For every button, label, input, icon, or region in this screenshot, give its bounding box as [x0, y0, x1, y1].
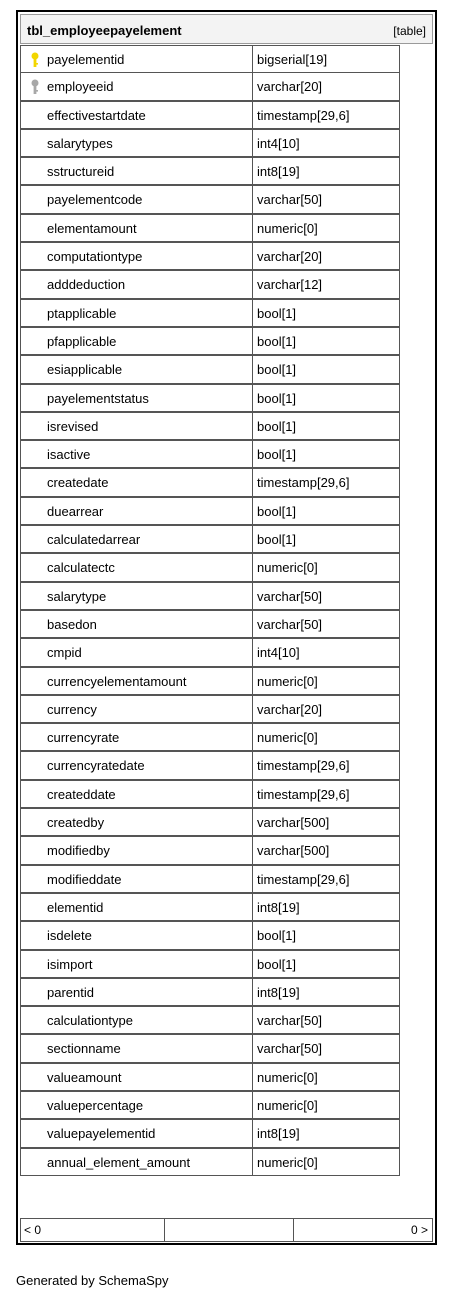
column-name — [20, 723, 253, 751]
column-name-text: salarytypes — [47, 135, 113, 151]
column-name — [20, 1119, 253, 1147]
foreign-key-icon — [29, 79, 41, 95]
column-name — [20, 1034, 253, 1062]
column-name — [20, 185, 253, 213]
column-name-text: calculationtype — [47, 1013, 133, 1029]
column-name — [20, 299, 253, 327]
column-row — [20, 1149, 401, 1177]
column-type: int4[10] — [252, 638, 400, 666]
column-row — [20, 1007, 401, 1035]
column-row — [20, 809, 401, 837]
column-type: numeric[0] — [252, 723, 400, 751]
column-type: varchar[12] — [252, 270, 400, 298]
column-row — [20, 696, 401, 724]
column-name — [20, 1148, 253, 1176]
column-type: timestamp[29,6] — [252, 468, 400, 496]
column-row — [20, 158, 401, 186]
column-name-text: duearrear — [47, 503, 104, 519]
column-name — [20, 101, 253, 129]
column-name-text: basedon — [47, 616, 97, 632]
column-row — [20, 752, 401, 780]
column-name-text: modifiedby — [47, 843, 110, 859]
column-type: bool[1] — [252, 327, 400, 355]
column-name — [20, 1063, 253, 1091]
column-type: varchar[50] — [252, 1034, 400, 1062]
column-row — [20, 668, 401, 696]
column-name — [20, 667, 253, 695]
column-type: bool[1] — [252, 921, 400, 949]
column-name-text: createdby — [47, 815, 105, 831]
column-type: bool[1] — [252, 412, 400, 440]
column-row — [20, 1035, 401, 1063]
column-name-text: currencyrate — [47, 730, 120, 746]
column-type: numeric[0] — [252, 1148, 400, 1176]
column-name-text: payelementstatus — [47, 390, 149, 406]
column-row — [20, 215, 401, 243]
column-name — [20, 270, 253, 298]
column-row — [20, 413, 401, 441]
column-name — [20, 355, 253, 383]
column-row — [20, 328, 401, 356]
column-type: numeric[0] — [252, 1063, 400, 1091]
column-type: timestamp[29,6] — [252, 101, 400, 129]
column-name — [20, 865, 253, 893]
column-row — [20, 130, 401, 158]
column-name-text: elementamount — [47, 220, 137, 236]
column-type: bigserial[19] — [252, 45, 400, 73]
column-name-text: effectivestartdate — [47, 107, 146, 123]
column-type: bool[1] — [252, 440, 400, 468]
column-type: int8[19] — [252, 1119, 400, 1147]
column-name-text: elementid — [47, 899, 104, 915]
table-type-label: [table] — [393, 24, 426, 38]
column-name-text: adddeduction — [47, 277, 126, 293]
column-row — [20, 526, 401, 554]
column-name-text: sstructureid — [47, 164, 115, 180]
column-name — [20, 1091, 253, 1119]
column-name-text: pfapplicable — [47, 333, 117, 349]
column-name-text: salarytype — [47, 588, 107, 604]
column-name-text: esiapplicable — [47, 362, 123, 378]
column-name-text: cmpid — [47, 645, 82, 661]
column-type: varchar[20] — [252, 242, 400, 270]
column-name-text: currency — [47, 701, 97, 717]
column-type: varchar[20] — [252, 695, 400, 723]
table-node[interactable] — [16, 10, 437, 1245]
column-name-text: ptapplicable — [47, 305, 117, 321]
column-type: varchar[50] — [252, 185, 400, 213]
column-name-text: valuepayelementid — [47, 1126, 156, 1142]
column-name-text: calculatectc — [47, 560, 115, 576]
column-row — [20, 300, 401, 328]
column-name — [20, 893, 253, 921]
table-name: tbl_employeepayelement — [27, 23, 182, 38]
column-name-text: employeeid — [47, 79, 114, 95]
column-row — [20, 1120, 401, 1148]
column-name-text: payelementcode — [47, 192, 143, 208]
column-type: bool[1] — [252, 525, 400, 553]
column-row — [20, 385, 401, 413]
column-type: int8[19] — [252, 157, 400, 185]
column-row — [20, 1092, 401, 1120]
column-name — [20, 157, 253, 185]
column-type: bool[1] — [252, 355, 400, 383]
column-name — [20, 214, 253, 242]
generated-by-label: Generated by SchemaSpy — [16, 1273, 169, 1288]
column-name-text: isrevised — [47, 418, 99, 434]
column-row — [20, 73, 401, 101]
column-name — [20, 45, 253, 73]
column-name — [20, 950, 253, 978]
column-type: int8[19] — [252, 978, 400, 1006]
column-row — [20, 554, 401, 582]
column-name — [20, 129, 253, 157]
column-type: numeric[0] — [252, 667, 400, 695]
column-name-text: isactive — [47, 447, 91, 463]
column-row — [20, 894, 401, 922]
column-name-text: currencyratedate — [47, 758, 145, 774]
column-row — [20, 102, 401, 130]
column-type: varchar[500] — [252, 808, 400, 836]
column-row — [20, 1064, 401, 1092]
column-type: int4[10] — [252, 129, 400, 157]
column-name — [20, 412, 253, 440]
column-type: varchar[20] — [252, 72, 400, 100]
column-type: int8[19] — [252, 893, 400, 921]
column-name — [20, 525, 253, 553]
column-type: numeric[0] — [252, 553, 400, 581]
column-type: varchar[50] — [252, 610, 400, 638]
column-name — [20, 497, 253, 525]
column-row — [20, 866, 401, 894]
column-name-text: annual_element_amount — [47, 1154, 191, 1170]
column-name — [20, 695, 253, 723]
column-row — [20, 979, 401, 1007]
column-name — [20, 921, 253, 949]
column-type: bool[1] — [252, 497, 400, 525]
column-type: bool[1] — [252, 299, 400, 327]
column-type: numeric[0] — [252, 214, 400, 242]
column-name — [20, 1006, 253, 1034]
table-footer — [20, 1218, 433, 1242]
column-row — [20, 639, 401, 667]
column-row — [20, 441, 401, 469]
column-name — [20, 468, 253, 496]
column-type: timestamp[29,6] — [252, 865, 400, 893]
column-name — [20, 751, 253, 779]
column-name-text: payelementid — [47, 52, 125, 67]
column-row — [20, 186, 401, 214]
column-name-text: sectionname — [47, 1041, 121, 1057]
column-name — [20, 610, 253, 638]
column-row — [20, 781, 401, 809]
column-name-text: isimport — [47, 956, 93, 972]
column-name-text: modifieddate — [47, 871, 122, 887]
primary-key-icon — [29, 52, 41, 68]
column-row — [20, 951, 401, 979]
footer-spacer — [164, 1218, 294, 1242]
column-name — [20, 836, 253, 864]
column-name-text: computationtype — [47, 249, 143, 265]
column-name — [20, 327, 253, 355]
column-name-text: createddate — [47, 786, 116, 802]
column-name — [20, 242, 253, 270]
column-type: bool[1] — [252, 384, 400, 412]
column-row — [20, 922, 401, 950]
column-name-text: valueamount — [47, 1069, 122, 1085]
parent-count: < 0 — [20, 1218, 165, 1242]
column-name-text: createdate — [47, 475, 109, 491]
column-row — [20, 498, 401, 526]
columns-grid — [20, 45, 401, 1177]
column-name-text: parentid — [47, 984, 94, 1000]
column-row — [20, 45, 401, 73]
column-row — [20, 356, 401, 384]
column-row — [20, 243, 401, 271]
column-row — [20, 271, 401, 299]
column-name-text: currencyelementamount — [47, 673, 187, 689]
column-type: varchar[500] — [252, 836, 400, 864]
column-name-text: isdelete — [47, 928, 92, 944]
column-type: numeric[0] — [252, 1091, 400, 1119]
child-count: 0 > — [293, 1218, 433, 1242]
column-type: timestamp[29,6] — [252, 780, 400, 808]
column-name — [20, 808, 253, 836]
column-name — [20, 978, 253, 1006]
column-row — [20, 837, 401, 865]
column-name — [20, 780, 253, 808]
table-header — [20, 14, 433, 44]
column-name — [20, 638, 253, 666]
column-type: varchar[50] — [252, 1006, 400, 1034]
column-row — [20, 583, 401, 611]
column-type: varchar[50] — [252, 582, 400, 610]
column-name-text: valuepercentage — [47, 1097, 144, 1113]
column-row — [20, 469, 401, 497]
column-name — [20, 582, 253, 610]
column-name-text: calculatedarrear — [47, 532, 141, 548]
column-name — [20, 384, 253, 412]
column-name — [20, 553, 253, 581]
column-name — [20, 440, 253, 468]
column-row — [20, 724, 401, 752]
column-type: timestamp[29,6] — [252, 751, 400, 779]
column-name — [20, 72, 253, 100]
column-row — [20, 611, 401, 639]
column-type: bool[1] — [252, 950, 400, 978]
